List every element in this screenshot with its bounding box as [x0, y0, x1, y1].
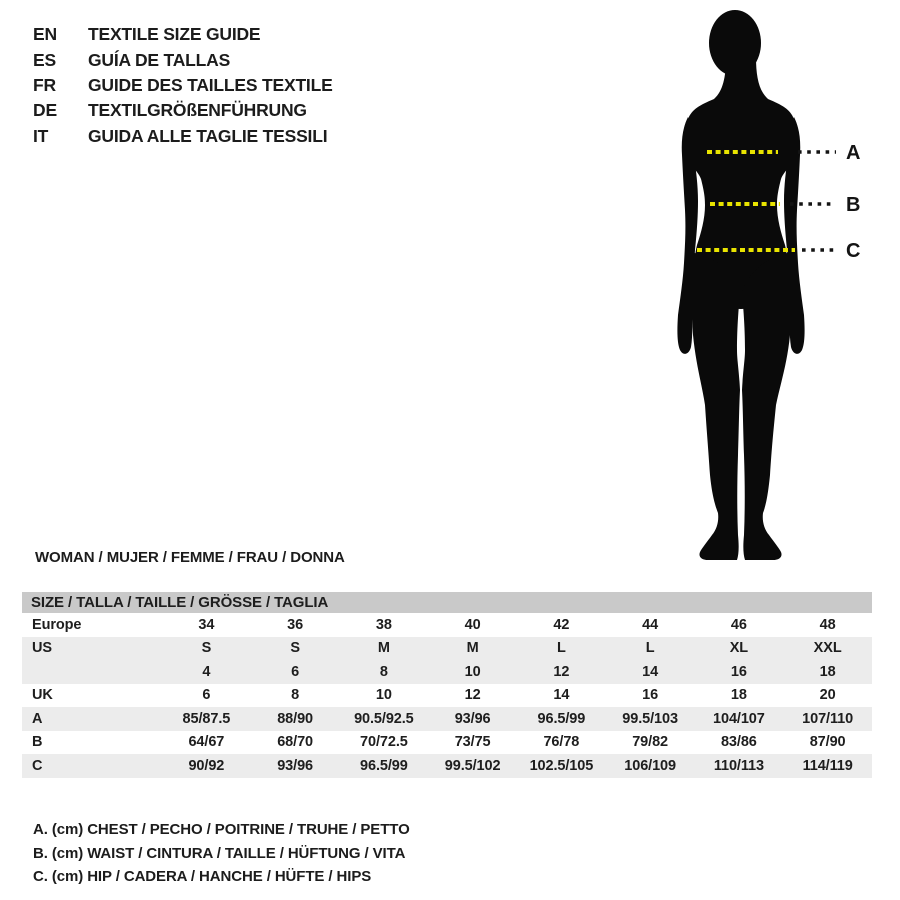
- size-cell: 12: [553, 663, 570, 680]
- size-cell: 79/82: [632, 734, 669, 751]
- table-row-uk: [22, 684, 872, 708]
- size-cell: 6: [291, 663, 300, 680]
- size-cell: 99.5/102: [444, 757, 501, 774]
- size-cell: L: [645, 640, 655, 657]
- legend-line-chest: A. (cm) CHEST / PECHO / POITRINE / TRUHE / PETTO: [33, 821, 410, 838]
- size-cell: 88/90: [277, 710, 314, 727]
- size-cell: 14: [553, 687, 570, 704]
- language-title: TEXTILE SIZE GUIDE: [88, 24, 261, 45]
- size-cell: 18: [730, 687, 747, 704]
- table-row-hip-c: [22, 754, 872, 778]
- size-cell: 20: [819, 687, 836, 704]
- size-cell: 6: [202, 687, 211, 704]
- row-label: C: [32, 757, 43, 774]
- size-cell: 10: [375, 687, 392, 704]
- size-cell: L: [556, 640, 566, 657]
- language-row-fr: [33, 73, 333, 98]
- size-cell: M: [466, 640, 479, 657]
- language-code: IT: [33, 125, 49, 146]
- size-cell: 93/96: [277, 757, 314, 774]
- size-cell: 73/75: [454, 734, 491, 751]
- table-row-us-numbers: [22, 660, 872, 684]
- size-cell: 8: [291, 687, 300, 704]
- language-title: TEXTILGRÖßENFÜHRUNG: [88, 100, 307, 121]
- size-table-header-row: [22, 592, 872, 613]
- size-cell: 104/107: [713, 710, 765, 727]
- size-cell: 107/110: [802, 710, 854, 727]
- woman-silhouette-figure: [640, 5, 900, 565]
- language-row-de: [33, 98, 333, 123]
- row-label: Europe: [32, 616, 82, 633]
- size-cell: 99.5/103: [622, 710, 678, 727]
- measure-label-a: A: [846, 142, 861, 164]
- size-cell: 10: [464, 663, 481, 680]
- language-title: GUIDA ALLE TAGLIE TESSILI: [88, 125, 328, 146]
- measurement-legend: [33, 818, 410, 889]
- size-cell: 96.5/99: [537, 710, 586, 727]
- language-code: FR: [33, 74, 56, 95]
- language-row-en: [33, 22, 333, 47]
- woman-silhouette: [677, 10, 804, 560]
- row-label: B: [32, 734, 43, 751]
- size-cell: 38: [375, 616, 392, 633]
- legend-line-hip: C. (cm) HIP / CADERA / HANCHE / HÜFTE / HIPS: [33, 868, 372, 885]
- size-table: [22, 592, 872, 778]
- size-cell: 14: [642, 663, 659, 680]
- size-cell: 70/72.5: [360, 734, 408, 751]
- size-cell: 90/92: [188, 757, 225, 774]
- size-cell: 34: [198, 616, 215, 633]
- table-row-europe: [22, 613, 872, 637]
- measure-label-c: C: [846, 240, 861, 262]
- size-cell: 18: [819, 663, 836, 680]
- size-cell: 85/87.5: [182, 710, 231, 727]
- legend-line-waist: B. (cm) WAIST / CINTURA / TAILLE / HÜFTUNG / VITA: [33, 844, 406, 862]
- silhouette-left-leg: [687, 250, 740, 560]
- size-cell: 42: [553, 616, 570, 633]
- size-cell: S: [201, 640, 212, 657]
- size-cell: M: [377, 640, 390, 657]
- size-cell: 102.5/105: [529, 757, 594, 774]
- language-code: ES: [33, 49, 56, 70]
- size-cell: 83/86: [720, 734, 757, 751]
- size-cell: 90.5/92.5: [354, 710, 414, 727]
- size-cell: 87/90: [809, 734, 846, 751]
- size-cell: 44: [642, 616, 659, 633]
- size-cell: 76/78: [543, 734, 580, 751]
- language-row-es: [33, 47, 333, 72]
- size-cell: 106/109: [624, 757, 676, 774]
- silhouette-right-leg: [742, 250, 795, 560]
- size-cell: 110/113: [713, 757, 764, 774]
- size-cell: 114/119: [802, 757, 853, 774]
- size-cell: 40: [464, 616, 481, 633]
- language-row-it: [33, 124, 333, 149]
- size-cell: 12: [464, 687, 481, 704]
- size-cell: S: [290, 640, 300, 657]
- size-cell: 96.5/99: [360, 757, 408, 774]
- row-label: US: [32, 640, 52, 657]
- size-cell: 4: [202, 663, 211, 680]
- size-table-title: SIZE / TALLA / TAILLE / GRÖSSE / TAGLIA: [22, 592, 872, 613]
- row-label: A: [32, 710, 43, 727]
- table-row-waist-b: [22, 731, 872, 755]
- section-title-woman: WOMAN / MUJER / FEMME / FRAU / DONNA: [35, 549, 345, 566]
- measure-label-b: B: [846, 194, 861, 216]
- size-cell: 46: [730, 616, 747, 633]
- language-title: GUÍA DE TALLAS: [88, 49, 231, 70]
- size-cell: 8: [379, 663, 388, 680]
- size-cell: 68/70: [277, 734, 314, 751]
- size-cell: XXL: [813, 640, 842, 657]
- language-code: EN: [33, 24, 57, 45]
- table-row-chest-a: [22, 707, 872, 731]
- size-cell: 48: [819, 616, 836, 633]
- size-cell: 64/67: [188, 734, 225, 751]
- row-label: UK: [32, 687, 53, 704]
- size-cell: 16: [642, 687, 659, 704]
- size-cell: 36: [287, 616, 304, 633]
- size-cell: XL: [729, 640, 749, 657]
- language-title-list: [33, 22, 333, 149]
- language-code: DE: [33, 100, 57, 121]
- row-label: [22, 660, 162, 684]
- table-row-us-letters: [22, 637, 872, 661]
- size-cell: 16: [730, 663, 747, 680]
- language-title: GUIDE DES TAILLES TEXTILE: [88, 74, 333, 95]
- size-cell: 93/96: [454, 710, 491, 727]
